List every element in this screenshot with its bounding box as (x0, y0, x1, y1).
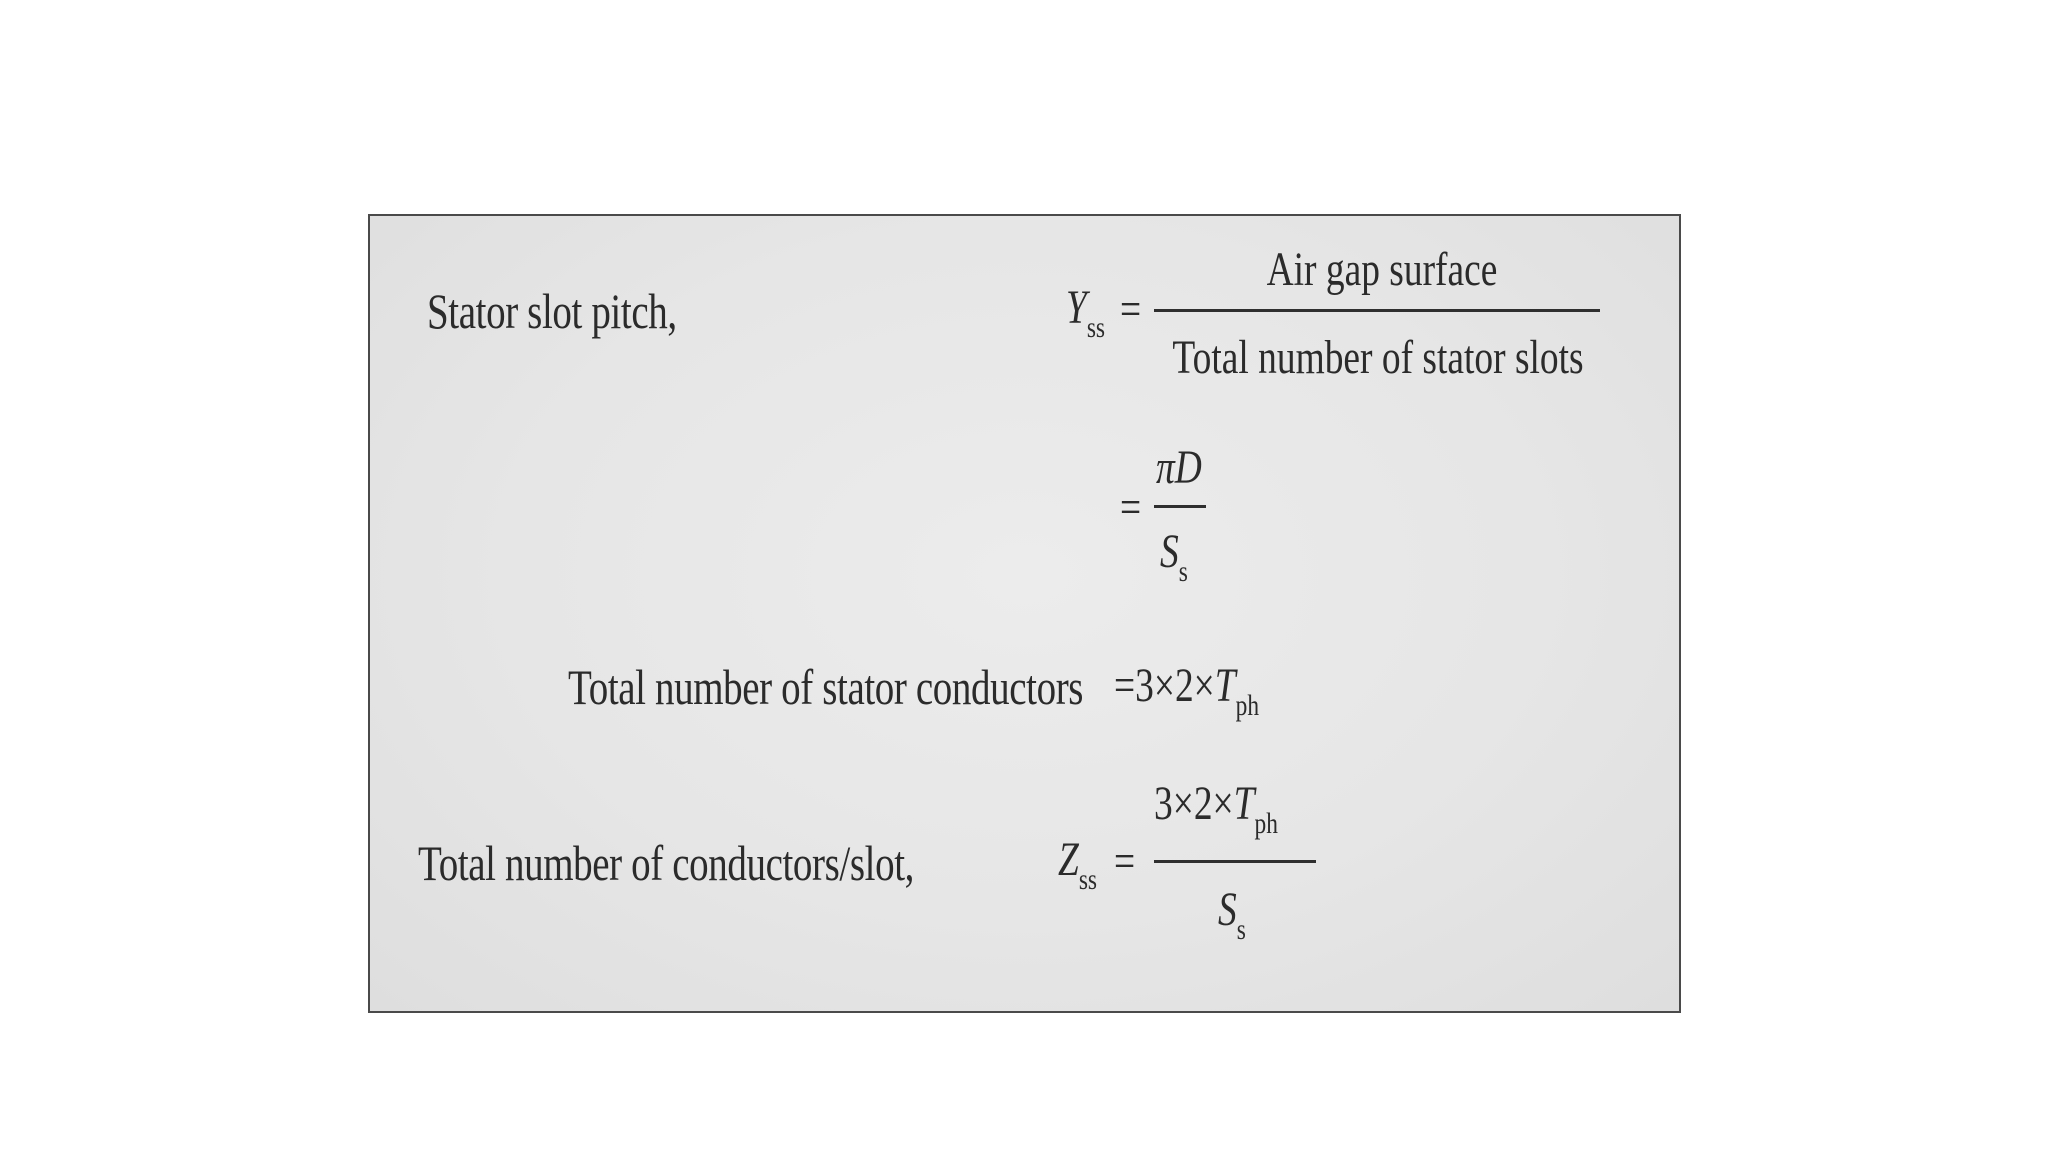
pi-d-denominator (1160, 525, 1188, 588)
yss-subscript: ss (1086, 311, 1106, 344)
ss-var: S (1160, 525, 1179, 578)
ss-subscript: s (1178, 555, 1188, 588)
stator-conductors-label: Total number of stator conductors (568, 659, 1084, 715)
pi-d-equals: = (1120, 481, 1142, 534)
d-var: D (1174, 441, 1202, 494)
pi-d-numerator (1156, 441, 1202, 494)
slot-pitch-label: Stator slot pitch, (427, 283, 677, 339)
slot-pitch-fraction-bar (1154, 309, 1600, 312)
zss-var: Z (1058, 833, 1079, 886)
pi-symbol: π (1156, 441, 1175, 494)
conductors-per-slot-equals: = (1114, 835, 1136, 888)
tph-subscript: ph (1235, 689, 1260, 722)
slot-pitch-denominator: Total number of stator slots (1172, 331, 1584, 384)
stator-conductors-product: 3×2× (1135, 659, 1215, 712)
conductors-per-slot-denominator (1218, 883, 1246, 946)
pi-d-fraction-bar (1154, 505, 1206, 508)
tph-subscript-2: ph (1254, 807, 1278, 840)
conductors-per-slot-product: 3×2× (1154, 777, 1234, 830)
ss-var-2: S (1218, 883, 1237, 936)
stator-conductors-equals: = (1114, 659, 1136, 712)
ss-subscript-2: s (1236, 913, 1246, 946)
stator-conductors-expression (1114, 659, 1260, 722)
conductors-per-slot-numerator (1154, 777, 1278, 840)
tph-var-2: T (1233, 777, 1255, 830)
conductors-per-slot-fraction-bar (1154, 860, 1316, 863)
yss-var: Y (1066, 281, 1087, 334)
zss-symbol (1058, 833, 1098, 896)
conductors-per-slot-label: Total number of conductors/slot, (418, 835, 915, 891)
yss-symbol (1066, 281, 1106, 344)
slot-pitch-numerator: Air gap surface (1266, 243, 1498, 296)
zss-subscript: ss (1078, 863, 1098, 896)
slot-pitch-equals: = (1120, 283, 1142, 336)
tph-var: T (1214, 659, 1236, 712)
equation-photo (368, 214, 1681, 1013)
